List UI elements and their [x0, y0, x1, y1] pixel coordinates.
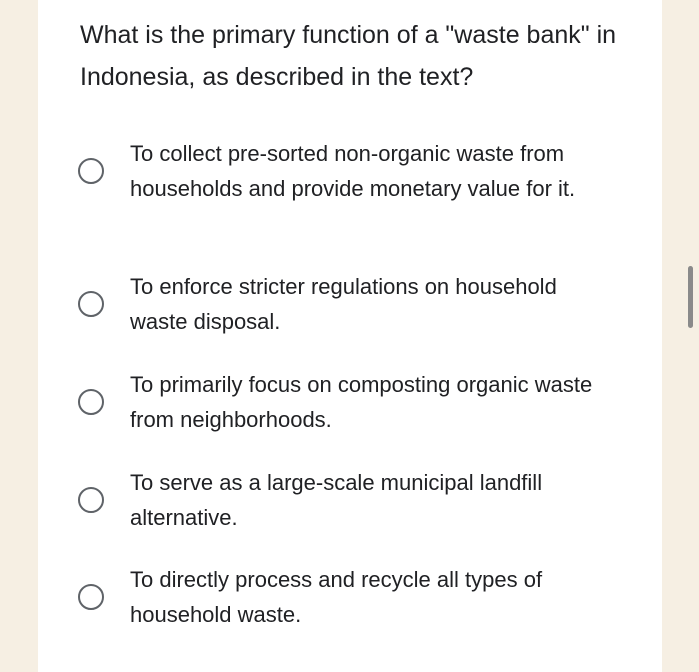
- option-label[interactable]: To collect pre-sorted non-organic waste from households and provide monetary value for it.: [130, 141, 576, 201]
- option-label[interactable]: To enforce stricter regulations on household waste disposal.: [130, 274, 557, 334]
- option-1[interactable]: [78, 136, 638, 206]
- option-label[interactable]: To serve as a large-scale municipal landfill alternative.: [130, 470, 543, 530]
- option-4[interactable]: [78, 465, 638, 535]
- radio-button-icon[interactable]: [78, 389, 104, 415]
- option-label[interactable]: To primarily focus on composting organic waste from neighborhoods.: [130, 372, 593, 432]
- question-text: What is the primary function of a "waste bank" in Indonesia, as described in the text?: [80, 21, 617, 91]
- radio-button-icon[interactable]: [78, 291, 104, 317]
- option-3[interactable]: [78, 367, 638, 437]
- radio-button-icon[interactable]: [78, 158, 104, 184]
- option-2[interactable]: [78, 269, 638, 339]
- scrollbar-thumb[interactable]: [688, 266, 693, 328]
- option-5[interactable]: [78, 562, 638, 632]
- option-label[interactable]: To directly process and recycle all types of household waste.: [130, 567, 543, 627]
- question-card: [38, 0, 662, 672]
- radio-button-icon[interactable]: [78, 487, 104, 513]
- radio-button-icon[interactable]: [78, 584, 104, 610]
